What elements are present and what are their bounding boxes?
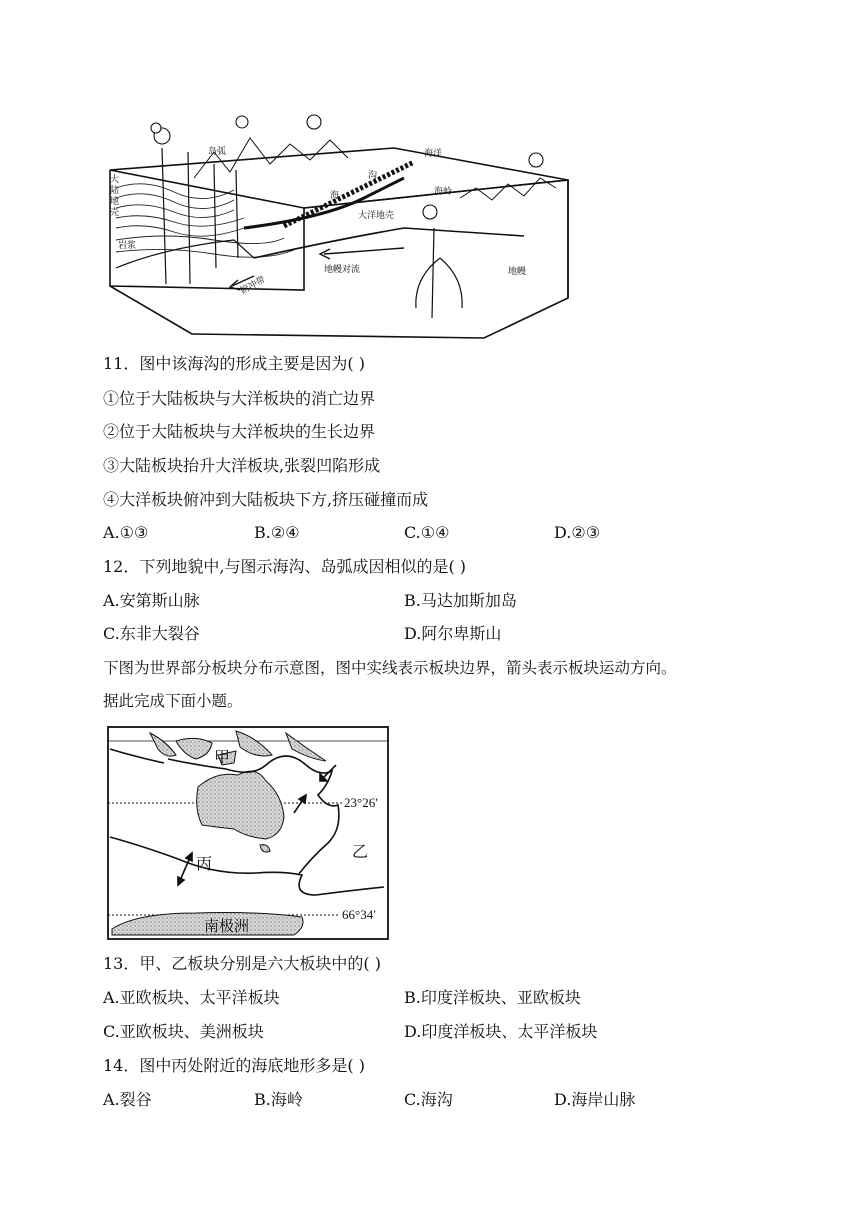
q14-option-b[interactable]: B.海岭 <box>254 1090 303 1109</box>
label-ocean: 海洋 <box>424 149 443 159</box>
label-subduction-zone: 俯冲带 <box>238 275 268 297</box>
plate-map <box>106 725 390 941</box>
q12-option-a[interactable]: A.安第斯山脉 <box>103 591 200 610</box>
q11-option-c[interactable]: C.①④ <box>404 523 450 542</box>
q13-option-b[interactable]: B.印度洋板块、亚欧板块 <box>404 988 581 1007</box>
q12-stem: 12．下列地貌中,与图示海沟、岛弧成因相似的是( ) <box>103 557 467 576</box>
q12-option-c[interactable]: C.东非大裂谷 <box>103 624 200 643</box>
q14-option-a[interactable]: A.裂谷 <box>103 1090 152 1109</box>
label-mantle-convection: 地幔对流 <box>324 265 361 275</box>
q14-stem: 14．图中丙处附近的海底地形多是( ) <box>103 1056 365 1075</box>
q14-option-d[interactable]: D.海岸山脉 <box>554 1090 636 1109</box>
q12-option-d[interactable]: D.阿尔卑斯山 <box>404 624 502 643</box>
q11-statement-4: ④大洋板块俯冲到大陆板块下方,挤压碰撞而成 <box>103 490 429 509</box>
label-yi: 乙 <box>352 842 369 861</box>
q11-option-d[interactable]: D.②③ <box>554 523 601 542</box>
label-trench-b: 沟 <box>368 171 378 181</box>
label-antarctica: 南极洲 <box>204 917 250 935</box>
q13-option-d[interactable]: D.印度洋板块、太平洋板块 <box>404 1022 598 1041</box>
intro-line-1: 下图为世界部分板块分布示意图，图中实线表示板块边界，箭头表示板块运动方向。 <box>103 659 677 677</box>
label-lat-23: 23°26′ <box>344 795 379 810</box>
label-trench-a: 海 <box>330 191 340 201</box>
trench-block-diagram <box>104 108 574 344</box>
q11-statement-1: ①位于大陆板块与大洋板块的消亡边界 <box>103 389 376 408</box>
label-continental-crust: 大陆地壳 <box>110 175 120 218</box>
label-jia: 甲 <box>214 748 231 767</box>
q13-stem: 13．甲、乙板块分别是六大板块中的( ) <box>103 954 381 973</box>
q11-option-b[interactable]: B.②④ <box>254 523 300 542</box>
q11-statement-2: ②位于大陆板块与大洋板块的生长边界 <box>103 422 376 441</box>
label-island-arc: 岛弧 <box>208 147 227 157</box>
label-bing: 丙 <box>196 854 213 873</box>
label-lat-66: 66°34′ <box>342 907 377 922</box>
q14-option-c[interactable]: C.海沟 <box>404 1090 453 1109</box>
q11-statement-3: ③大陆板块抬升大洋板块,张裂凹陷形成 <box>103 456 381 475</box>
q11-stem: 11．图中该海沟的形成主要是因为( ) <box>103 354 365 373</box>
q11-option-a[interactable]: A.①③ <box>103 523 149 542</box>
label-magma: 岩浆 <box>118 241 137 251</box>
label-oceanic-crust: 大洋地壳 <box>358 211 395 221</box>
label-mantle: 地幔 <box>508 267 527 277</box>
q12-option-b[interactable]: B.马达加斯加岛 <box>404 591 517 610</box>
q13-option-c[interactable]: C.亚欧板块、美洲板块 <box>103 1022 264 1041</box>
intro-line-2: 据此完成下面小题。 <box>103 692 243 710</box>
label-ridge: 海岭 <box>434 187 453 197</box>
q13-option-a[interactable]: A.亚欧板块、太平洋板块 <box>103 988 280 1007</box>
